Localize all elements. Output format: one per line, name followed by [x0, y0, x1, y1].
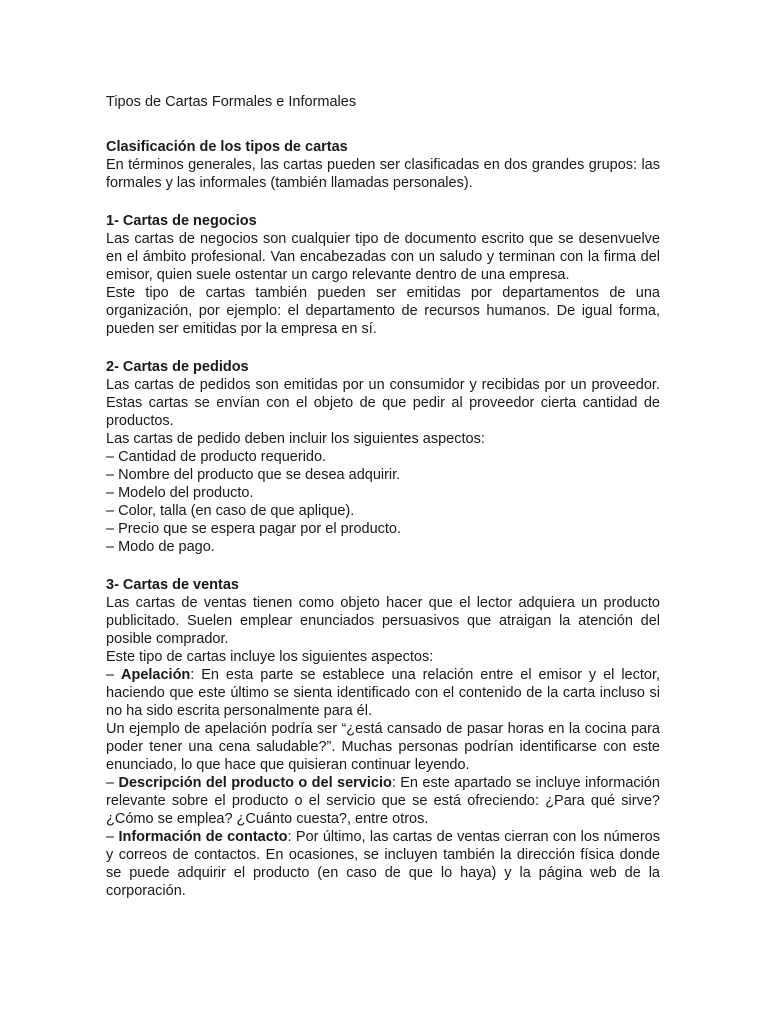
term-text: : Por último, las cartas de ventas cierran con los números y correos de contactos. En ocasiones, se incluyen también la dirección física donde se puede adquirir el producto (en caso de que lo haya) y la página web de la corporación. — [106, 829, 660, 899]
list-item: – Cantidad de producto requerido. — [106, 449, 327, 465]
section-clasificacion — [106, 138, 660, 192]
term-text: : En esta parte se establece una relación entre el emisor y el lector, haciendo que este último se sienta identificado con el contenido de la carta incluso si no ha sido escrita personalmente para él. — [106, 667, 661, 719]
section-cartas-negocios — [106, 212, 660, 338]
list-item: – Precio que se espera pagar por el producto. — [106, 521, 402, 537]
document-page — [106, 93, 660, 920]
section-heading: 3- Cartas de ventas — [106, 577, 239, 593]
section-heading: 1- Cartas de negocios — [106, 213, 257, 229]
list-item: – Modelo del producto. — [106, 485, 254, 501]
list-item-apelacion — [106, 666, 660, 720]
paragraph: Este tipo de cartas también pueden ser emitidas por departamentos de una organización, por ejemplo: el departamento de recursos humanos. De igual forma, pueden ser emitidas por la empresa en sí. — [106, 285, 660, 337]
paragraph: Las cartas de pedidos son emitidas por un consumidor y recibidas por un proveedor. Estas cartas se envían con el objeto de que pedir al proveedor cierta cantidad de productos. — [106, 377, 660, 429]
list-item: – Modo de pago. — [106, 539, 215, 555]
section-cartas-ventas — [106, 576, 660, 900]
paragraph: Este tipo de cartas incluye los siguientes aspectos: — [106, 649, 434, 665]
document-title: Tipos de Cartas Formales e Informales — [106, 94, 357, 110]
section-heading: 2- Cartas de pedidos — [106, 359, 249, 375]
term-label: Apelación — [121, 667, 191, 683]
paragraph: Las cartas de ventas tienen como objeto hacer que el lector adquiera un producto publicitado. Suelen emplear enunciados persuasivos que atraigan la atención del posible comprador. — [106, 595, 660, 647]
list-item-contacto — [106, 828, 660, 900]
dash: – — [106, 829, 119, 845]
list-item: – Color, talla (en caso de que aplique). — [106, 503, 355, 519]
paragraph: Las cartas de pedido deben incluir los siguientes aspectos: — [106, 431, 485, 447]
paragraph: Un ejemplo de apelación podría ser “¿está cansado de pasar horas en la cocina para poder tener una cena saludable?”. Muchas personas podrían identificarse con este enunciado, lo que hace que quisieran continuar leyendo. — [106, 721, 660, 773]
term-text: : En este apartado se incluye información relevante sobre el producto o el servicio que se está ofreciendo: ¿Para qué sirve? ¿Cómo se emplea? ¿Cuánto cuesta?, entre otros. — [106, 775, 661, 827]
section-heading: Clasificación de los tipos de cartas — [106, 139, 348, 155]
term-label: Información de contacto — [118, 829, 288, 845]
list-item: – Nombre del producto que se desea adquirir. — [106, 467, 401, 483]
term-label: Descripción del producto o del servicio — [118, 775, 392, 791]
paragraph: Las cartas de negocios son cualquier tipo de documento escrito que se desenvuelve en el ámbito profesional. Van encabezadas con un saludo y terminan con la firma del emisor, quien suele ostentar un cargo relevante dentro de una empresa. — [106, 231, 660, 283]
paragraph: En términos generales, las cartas pueden ser clasificadas en dos grandes grupos: las formales y las informales (también llamadas personales). — [106, 157, 660, 191]
dash: – — [106, 775, 119, 791]
list-item-descripcion — [106, 774, 660, 828]
dash: – — [106, 667, 121, 683]
section-cartas-pedidos — [106, 358, 660, 556]
